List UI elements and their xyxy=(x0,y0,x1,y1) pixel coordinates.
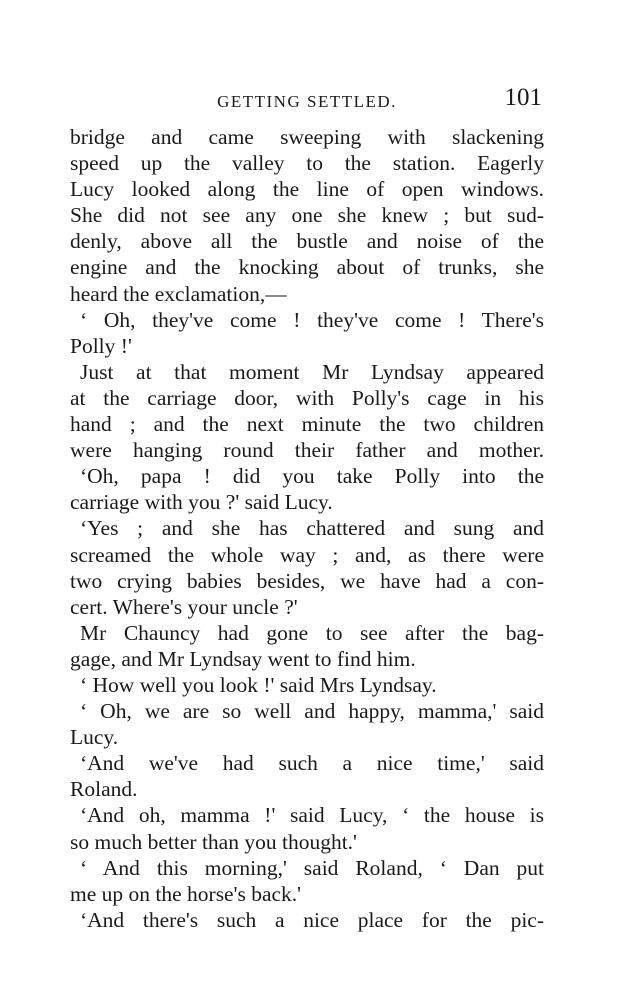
text-line: ‘ How well you look !' said Mrs Lyndsay. xyxy=(80,672,437,697)
text-line: ‘Yes ; and she has chattered and sung and xyxy=(80,516,544,541)
running-title: GETTING SETTLED. xyxy=(217,92,397,111)
text-line: cert. Where's your uncle ?' xyxy=(70,594,298,619)
text-line: Roland. xyxy=(70,777,138,802)
text-line: ‘Oh, papa ! did you take Polly into the xyxy=(80,464,544,489)
text-line: bridge and came sweeping with slackening xyxy=(70,125,544,149)
text-line: She did not see any one she knew ; but sud- xyxy=(70,203,544,228)
text-line: ‘And oh, mamma !' said Lucy, ‘ the house is xyxy=(80,803,544,828)
text-line: ‘ Oh, they've come ! they've come ! There's xyxy=(80,307,544,332)
text-line: carriage with you ?' said Lucy. xyxy=(70,490,333,515)
text-line: were hanging round their father and mother. xyxy=(70,438,544,463)
text-line: ‘ Oh, we are so well and happy, mamma,' said xyxy=(80,699,544,724)
text-line: speed up the valley to the station. Eagerly xyxy=(70,151,544,176)
text-line: so much better than you thought.' xyxy=(70,829,357,854)
text-line: hand ; and the next minute the two children xyxy=(70,412,544,437)
text-line: gage, and Mr Lyndsay went to find him. xyxy=(70,646,416,671)
text-line: at the carriage door, with Polly's cage in his xyxy=(70,385,544,410)
text-line: ‘And there's such a nice place for the pic- xyxy=(80,907,544,932)
text-line: Lucy looked along the line of open windows. xyxy=(70,177,544,202)
running-head xyxy=(70,84,544,120)
text-line: two crying babies besides, we have had a con- xyxy=(70,568,544,593)
page-number: 101 xyxy=(504,84,542,111)
text-line: ‘And we've had such a nice time,' said xyxy=(80,751,544,776)
text-line: Just at that moment Mr Lyndsay appeared xyxy=(80,359,544,384)
text-line: ‘ And this morning,' said Roland, ‘ Dan put xyxy=(80,855,544,880)
text-line: engine and the knocking about of trunks, she xyxy=(70,255,544,280)
text-line: me up on the horse's back.' xyxy=(70,881,302,906)
body-text xyxy=(70,124,544,933)
text-line: Polly !' xyxy=(70,333,132,358)
text-line: denly, above all the bustle and noise of the xyxy=(70,229,544,254)
text-line: heard the exclamation,— xyxy=(70,281,287,306)
text-line: Mr Chauncy had gone to see after the bag- xyxy=(80,620,544,645)
text-line: Lucy. xyxy=(70,725,119,750)
text-line: screamed the whole way ; and, as there were xyxy=(70,542,544,567)
